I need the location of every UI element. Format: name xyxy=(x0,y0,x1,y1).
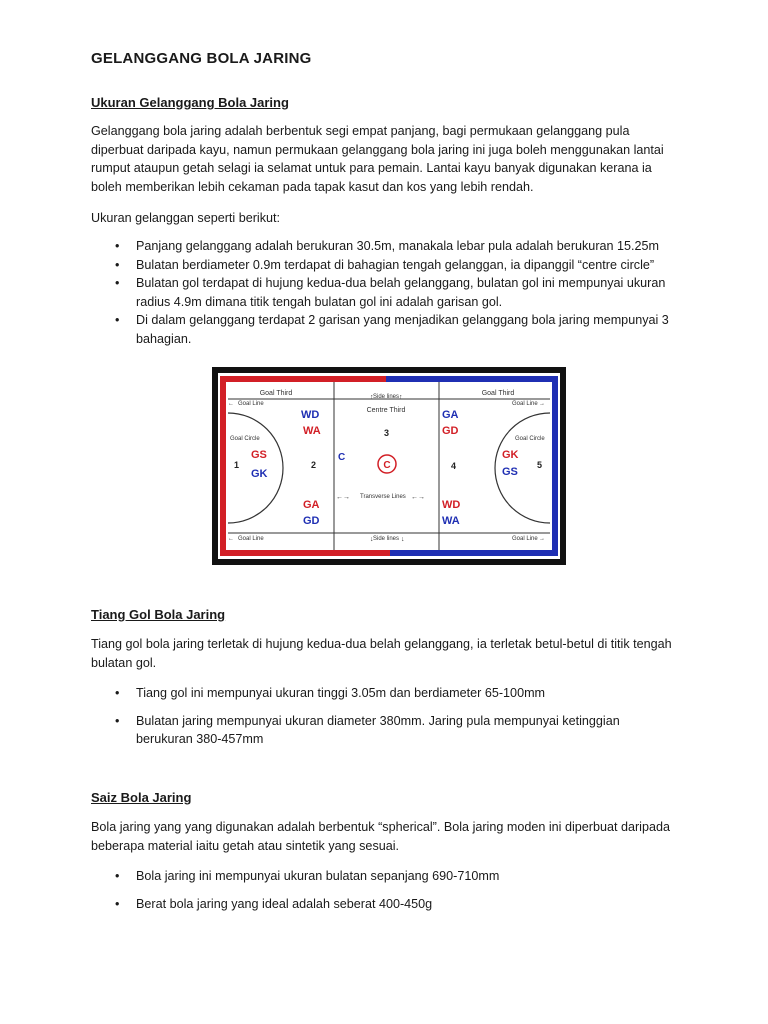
area-number-4: 4 xyxy=(451,461,457,471)
list-item: • Bola jaring ini mempunyai ukuran bulatan sepanjang 690-710mm xyxy=(91,867,676,886)
area-number-1: 1 xyxy=(234,460,240,470)
area-number-3: 3 xyxy=(384,428,390,438)
centre-circle-label: C xyxy=(383,460,391,471)
court-size-intro: Ukuran gelanggan seperti berikut: xyxy=(91,211,281,225)
centre-player-label: C xyxy=(338,452,346,463)
goal-line-label-bottom-left: Goal Line xyxy=(238,536,264,542)
position-left-gd: GD xyxy=(303,515,320,527)
section-heading-court-size: Ukuran Gelanggang Bola Jaring xyxy=(91,95,289,110)
area-number-2: 2 xyxy=(311,460,317,470)
ball-size-list xyxy=(91,867,676,922)
side-lines-down-arrow-2: ↓ xyxy=(401,536,405,543)
position-right-wd: WD xyxy=(442,499,461,511)
side-lines-bottom-label: Side lines xyxy=(373,536,400,542)
list-item: • Berat bola jaring yang ideal adalah seberat 400-450g xyxy=(91,895,676,914)
transverse-right-arrow: ←→ xyxy=(411,494,425,501)
position-right-gs: GS xyxy=(502,466,518,478)
section-heading-ball-size: Saiz Bola Jaring xyxy=(91,790,192,805)
court-description-paragraph: Gelanggang bola jaring adalah berbentuk segi empat panjang, bagi permukaan gelanggang pula diperbuat daripada kayu, namun permukaan gelanggang bola jaring ini juga boleh menggunakan lantai rumput ataupun getah selagi ia selamat untuk para pemain. Lantai kayu banyak digunakan kerana ia boleh memberikan lebih cekaman pada tapak kasut dan kos yang lebih rendah. xyxy=(91,124,664,194)
goal-line-arrow-bl: ← xyxy=(228,536,234,542)
list-item: • Tiang gol ini mempunyai ukuran tinggi 3.05m dan berdiameter 65-100mm xyxy=(91,684,676,703)
list-item: • Panjang gelanggang adalah berukuran 30.5m, manakala lebar pula adalah berukuran 15.25m xyxy=(91,237,676,256)
position-right-gd: GD xyxy=(442,425,459,437)
list-item: • Bulatan berdiameter 0.9m terdapat di bahagian tengah gelanggan, ia dipanggil “centre circle” xyxy=(91,256,676,275)
area-number-5: 5 xyxy=(537,460,543,470)
position-right-wa: WA xyxy=(442,515,460,527)
goal-post-paragraph: Tiang gol bola jaring terletak di hujung kedua-dua belah gelanggang, ia terletak betul-betul di titik tengah bulatan gol. xyxy=(91,637,672,670)
transverse-lines-label: Transverse Lines xyxy=(360,494,406,500)
goal-circle-left-label: Goal Circle xyxy=(230,436,260,442)
goal-line-label-bottom-right: Goal Line xyxy=(512,536,538,542)
ball-size-paragraph: Bola jaring yang yang digunakan adalah berbentuk “spherical”. Bola jaring moden ini diperbuat daripada beberapa material iaitu getah atau sintetik yang sesuai. xyxy=(91,820,670,853)
goal-line-arrow-tr: → xyxy=(539,401,545,407)
side-lines-top-label: Side lines xyxy=(373,394,400,400)
netball-court-diagram xyxy=(212,367,566,565)
position-right-gk: GK xyxy=(502,449,519,461)
list-item: • Bulatan gol terdapat di hujung kedua-dua belah gelanggang, bulatan gol ini mempunyai ukuran radius 4.9m dimana titik tengah bulatan gol ini adalah garisan gol. xyxy=(91,274,676,311)
position-left-wd: WD xyxy=(301,409,320,421)
side-lines-up-arrow: ↑ xyxy=(370,394,374,401)
goal-line-label-top-left: Goal Line xyxy=(238,401,264,407)
list-item: • Bulatan jaring mempunyai ukuran diameter 380mm. Jaring pula mempunyai ketinggian berukuran 380-457mm xyxy=(91,712,676,749)
goal-line-arrow-br: → xyxy=(539,536,545,542)
position-left-gk: GK xyxy=(251,468,268,480)
position-left-ga: GA xyxy=(303,499,320,511)
goal-circle-right-label: Goal Circle xyxy=(515,436,545,442)
goal-line-arrow-tl: ← xyxy=(228,401,234,407)
goal-line-label-top-right: Goal Line xyxy=(512,401,538,407)
court-size-list xyxy=(91,237,676,348)
list-item: • Di dalam gelanggang terdapat 2 garisan yang menjadikan gelanggang bola jaring mempunyai 3 bahagian. xyxy=(91,311,676,348)
side-lines-up-arrow-2: ↑ xyxy=(399,394,403,401)
position-right-ga: GA xyxy=(442,409,459,421)
position-left-gs: GS xyxy=(251,449,267,461)
side-lines-down-arrow: ↓ xyxy=(370,536,374,543)
goal-third-left-label: Goal Third xyxy=(259,390,293,397)
document-title: GELANGGANG BOLA JARING xyxy=(91,50,312,67)
centre-third-label: Centre Third xyxy=(366,407,406,414)
goal-post-list xyxy=(91,684,676,758)
section-heading-goal-post: Tiang Gol Bola Jaring xyxy=(91,607,226,622)
transverse-left-arrow: ←→ xyxy=(336,494,350,501)
goal-third-right-label: Goal Third xyxy=(481,390,515,397)
position-left-wa: WA xyxy=(303,425,321,437)
